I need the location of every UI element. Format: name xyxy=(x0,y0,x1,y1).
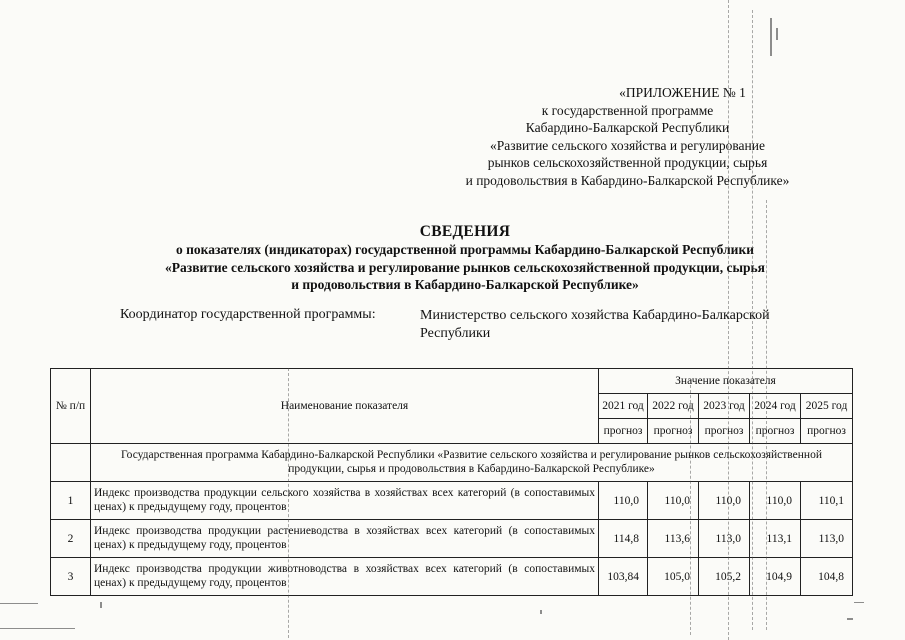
value-2022: 110,0 xyxy=(648,482,699,520)
scan-artifact-mark xyxy=(100,602,102,608)
scan-artifact-mark xyxy=(776,28,778,40)
section-num-cell xyxy=(51,444,91,482)
title-line: «Развитие сельского хозяйства и регулирование рынков сельскохозяйственной продукции, сырья xyxy=(165,259,765,275)
scan-artifact-mark xyxy=(847,618,853,620)
table-row xyxy=(51,520,853,558)
scan-artifact-line xyxy=(690,380,691,635)
appendix-line: «Развитие сельского хозяйства и регулирование xyxy=(490,137,765,153)
scan-artifact-line xyxy=(728,0,729,640)
title-heading: СВЕДЕНИЯ xyxy=(419,223,511,240)
title-line: и продовольствия в Кабардино-Балкарской Республике» xyxy=(291,277,639,292)
section-title: Государственная программа Кабардино-Балкарской Республики «Развитие сельского хозяйства и регулирование рынков сельскохозяйственной продукции, сырья и продовольствия в Кабардино-Балкарской Республике» xyxy=(91,444,853,482)
scan-artifact-line xyxy=(752,10,753,630)
scan-artifact-mark xyxy=(540,610,542,614)
scan-artifact-mark xyxy=(770,18,772,56)
appendix-line: к государственной программе xyxy=(541,102,714,118)
indicators-table xyxy=(50,368,853,596)
table-row xyxy=(51,482,853,520)
appendix-header xyxy=(430,84,825,189)
year-header: 2024 год xyxy=(750,394,801,419)
row-number: 3 xyxy=(51,558,91,596)
scan-artifact-mark xyxy=(0,628,75,629)
title-line: о показателях (индикаторах) государственной программы Кабардино-Балкарской Республики xyxy=(176,242,754,257)
values-header: Значение показателя xyxy=(599,369,853,394)
value-2024: 104,9 xyxy=(750,558,801,596)
value-2022: 105,0 xyxy=(648,558,699,596)
coordinator-label: Координатор государственной программы: xyxy=(120,307,376,322)
scan-artifact-mark xyxy=(854,602,864,603)
value-2021: 110,0 xyxy=(599,482,648,520)
col-num-header: № п/п xyxy=(51,369,91,444)
scan-artifact-line xyxy=(288,368,289,638)
scan-artifact-mark xyxy=(0,603,38,604)
col-name-header: Наименование показателя xyxy=(91,369,599,444)
appendix-title: «ПРИЛОЖЕНИЕ № 1 xyxy=(619,85,746,100)
value-2022: 113,6 xyxy=(648,520,699,558)
year-header: 2021 год xyxy=(599,394,648,419)
year-header: 2025 год xyxy=(801,394,853,419)
value-2023: 105,2 xyxy=(699,558,750,596)
indicator-name: Индекс производства продукции растениеводства в хозяйствах всех категорий (в сопоставимых ценах) к предыдущему году, процентов xyxy=(91,520,599,558)
value-2025: 113,0 xyxy=(801,520,853,558)
appendix-line: Кабардино-Балкарской Республики xyxy=(525,120,730,135)
value-2023: 113,0 xyxy=(699,520,750,558)
year-header: 2023 год xyxy=(699,394,750,419)
appendix-line: рынков сельскохозяйственной продукции, сырья xyxy=(487,155,768,170)
forecast-label: прогноз xyxy=(750,419,801,444)
forecast-label: прогноз xyxy=(801,419,853,444)
forecast-label: прогноз xyxy=(599,419,648,444)
section-row xyxy=(51,444,853,482)
table-row xyxy=(51,558,853,596)
value-2024: 113,1 xyxy=(750,520,801,558)
forecast-label: прогноз xyxy=(648,419,699,444)
value-2024: 110,0 xyxy=(750,482,801,520)
scan-artifact-line xyxy=(766,200,767,630)
value-2021: 103,84 xyxy=(599,558,648,596)
year-header: 2022 год xyxy=(648,394,699,419)
header-row xyxy=(51,369,853,394)
indicator-name: Индекс производства продукции животноводства в хозяйствах всех категорий (в сопоставимых ценах) к предыдущему году, процентов xyxy=(91,558,599,596)
value-2025: 110,1 xyxy=(801,482,853,520)
appendix-line: и продовольствия в Кабардино-Балкарской Республике» xyxy=(465,172,790,188)
value-2025: 104,8 xyxy=(801,558,853,596)
value-2023: 110,0 xyxy=(699,482,750,520)
row-number: 1 xyxy=(51,482,91,520)
forecast-label: прогноз xyxy=(699,419,750,444)
indicator-name: Индекс производства продукции сельского хозяйства в хозяйствах всех категорий (в сопоставимых ценах) к предыдущему году, процентов xyxy=(91,482,599,520)
row-number: 2 xyxy=(51,520,91,558)
coordinator-value: Министерство сельского хозяйства Кабардино-Балкарской Республики xyxy=(420,308,770,341)
value-2021: 114,8 xyxy=(599,520,648,558)
